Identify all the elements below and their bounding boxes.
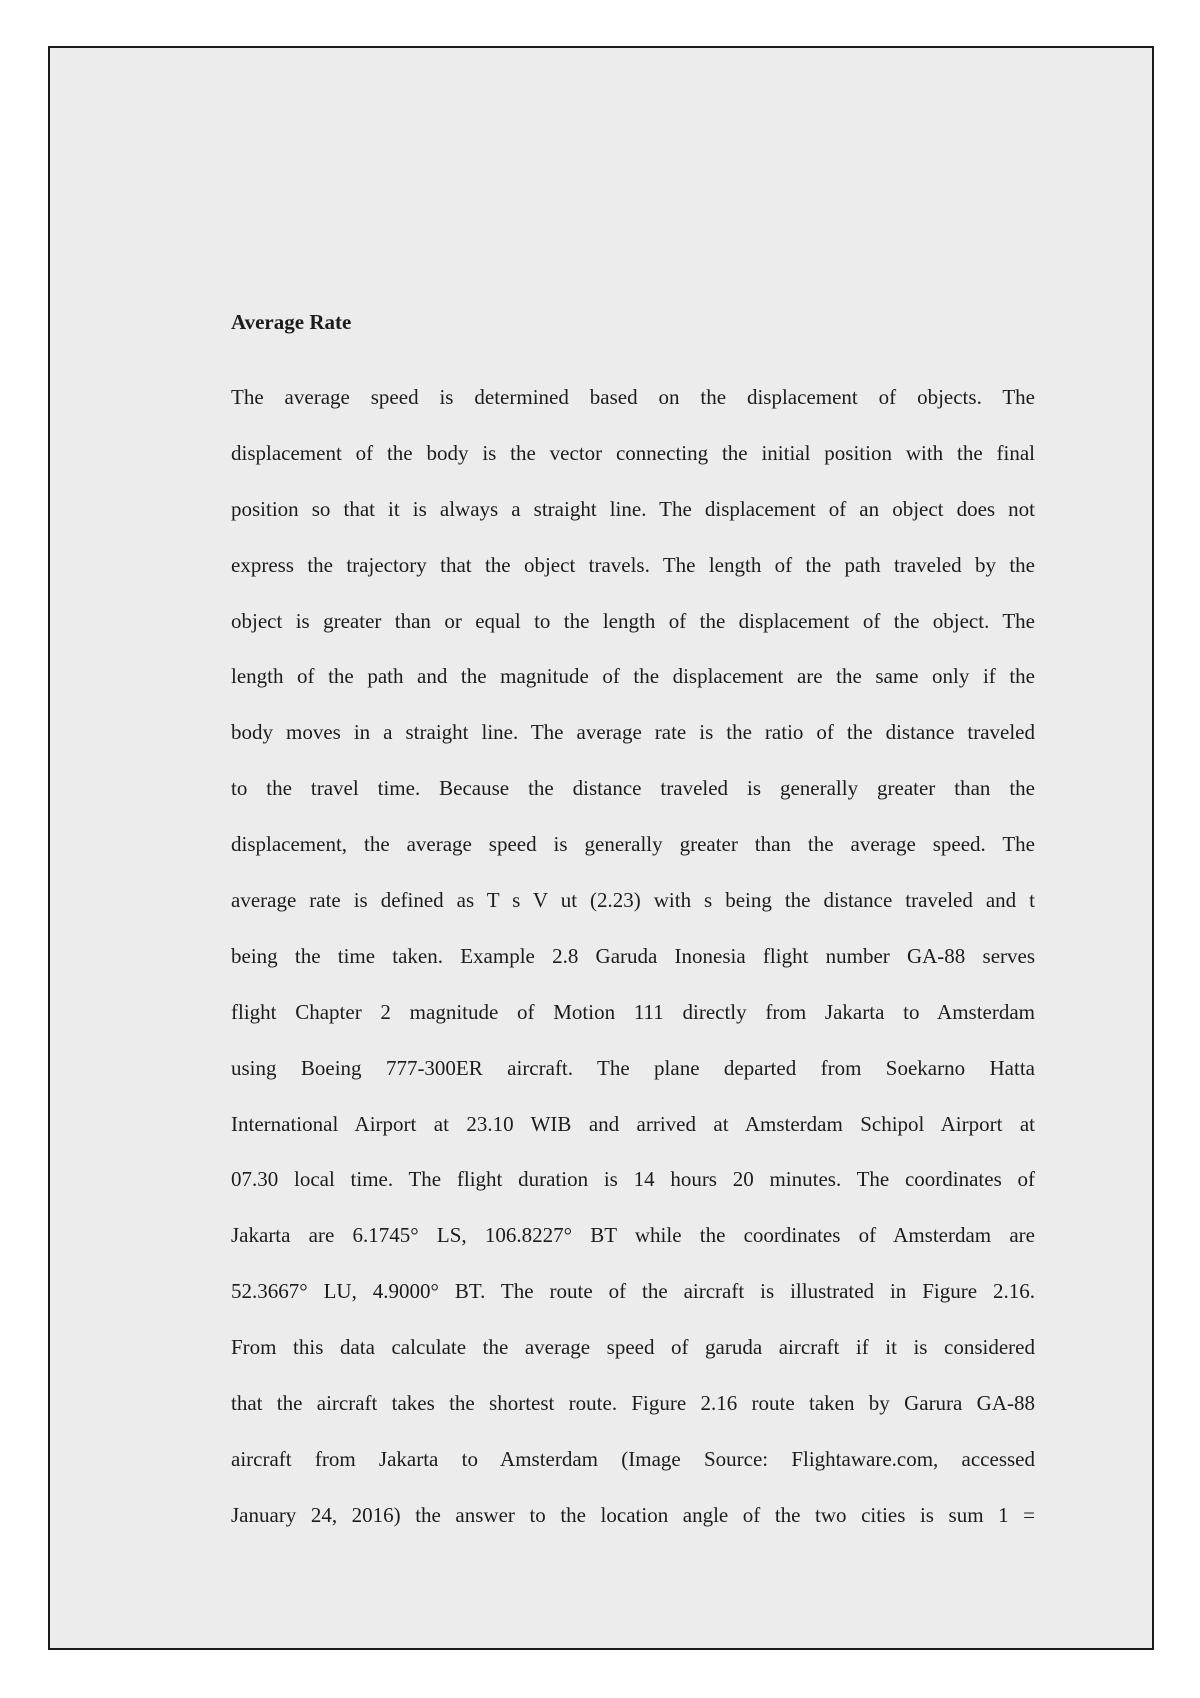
paragraph-line: length of the path and the magnitude of the displacement are the same only if the (231, 664, 1035, 689)
paragraph-line: aircraft from Jakarta to Amsterdam (Image Source: Flightaware.com, accessed (231, 1446, 1035, 1471)
paragraph-line: Jakarta are 6.1745° LS, 106.8227° BT while the coordinates of Amsterdam are (231, 1223, 1035, 1248)
page-content (231, 308, 1035, 1544)
section-heading: Average Rate (231, 310, 352, 334)
paragraph-line: body moves in a straight line. The average rate is the ratio of the distance traveled (231, 720, 1035, 745)
paragraph-line: From this data calculate the average speed of garuda aircraft if it is considered (231, 1335, 1035, 1360)
paragraph-line: to the travel time. Because the distance traveled is generally greater than the (231, 776, 1035, 801)
paragraph-line: average rate is defined as T s V ut (2.23) with s being the distance traveled and t (231, 888, 1035, 913)
paragraph-line: 07.30 local time. The flight duration is 14 hours 20 minutes. The coordinates of (231, 1167, 1035, 1192)
paragraph-line: object is greater than or equal to the length of the displacement of the object. The (231, 608, 1035, 633)
document-page (48, 46, 1154, 1650)
paragraph-line: flight Chapter 2 magnitude of Motion 111 directly from Jakarta to Amsterdam (231, 999, 1035, 1024)
paragraph-line: International Airport at 23.10 WIB and arrived at Amsterdam Schipol Airport at (231, 1111, 1035, 1136)
paragraph-line: displacement of the body is the vector connecting the initial position with the final (231, 440, 1035, 465)
paragraph-line: that the aircraft takes the shortest route. Figure 2.16 route taken by Garura GA-88 (231, 1391, 1035, 1416)
paragraph-line: displacement, the average speed is generally greater than the average speed. The (231, 832, 1035, 857)
paragraph-line: January 24, 2016) the answer to the location angle of the two cities is sum 1 = (231, 1502, 1035, 1527)
paragraph-line: 52.3667° LU, 4.9000° BT. The route of the aircraft is illustrated in Figure 2.16. (231, 1279, 1035, 1304)
paragraph-line: position so that it is always a straight line. The displacement of an object does not (231, 496, 1035, 521)
paragraph-line: express the trajectory that the object travels. The length of the path traveled by the (231, 552, 1035, 577)
body-paragraph (231, 370, 1035, 1544)
paragraph-line: using Boeing 777-300ER aircraft. The plane departed from Soekarno Hatta (231, 1055, 1035, 1080)
paragraph-line: being the time taken. Example 2.8 Garuda Inonesia flight number GA-88 serves (231, 943, 1035, 968)
paragraph-line: The average speed is determined based on the displacement of objects. The (231, 385, 1035, 409)
